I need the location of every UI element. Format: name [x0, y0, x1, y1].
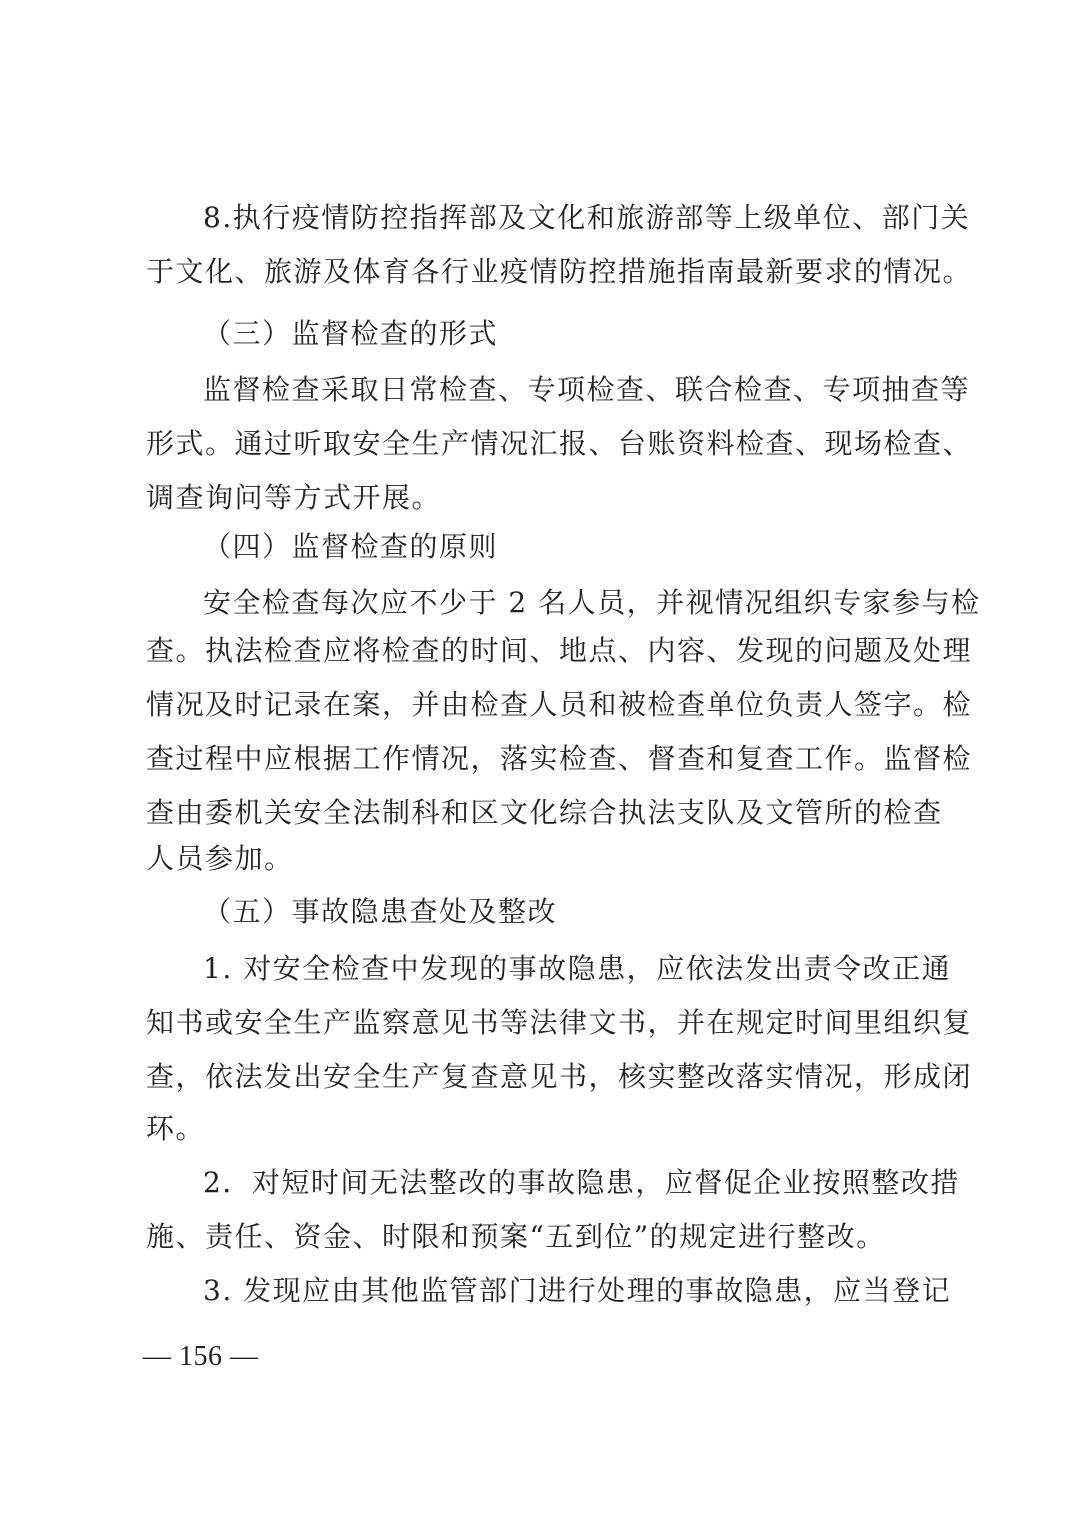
paragraph-line: 查过程中应根据工作情况，落实检查、督查和复查工作。监督检 [146, 742, 973, 775]
paragraph-line: 形式。通过听取安全生产情况汇报、台账资料检查、现场检查、 [146, 427, 973, 460]
paragraph-line: 于文化、旅游及体育各行业疫情防控措施指南最新要求的情况。 [146, 255, 973, 288]
paragraph-line: 人员参加。 [146, 842, 294, 875]
paragraph-line: 安全检查每次应不少于 2 名人员，并视情况组织专家参与检 [203, 586, 981, 619]
section-heading: （五）事故隐患查处及整改 [203, 895, 558, 928]
paragraph-line: 知书或安全生产监察意见书等法律文书，并在规定时间里组织复 [146, 1006, 973, 1039]
paragraph-line: 查由委机关安全法制科和区文化综合执法支队及文管所的检查 [146, 796, 943, 829]
paragraph-line: 2．对短时间无法整改的事故隐患，应督促企业按照整改措 [203, 1166, 960, 1199]
paragraph-line: 1. 对安全检查中发现的事故隐患，应依法发出责令改正通 [203, 952, 952, 985]
paragraph-line: 环。 [146, 1112, 206, 1145]
paragraph-line: 查，依法发出安全生产复查意见书，核实整改落实情况，形成闭 [146, 1060, 973, 1093]
paragraph-line: 查。执法检查应将检查的时间、地点、内容、发现的问题及处理 [146, 634, 973, 667]
paragraph-line: 8.执行疫情防控指挥部及文化和旅游部等上级单位、部门关 [203, 201, 971, 234]
paragraph-line: 情况及时记录在案，并由检查人员和被检查单位负责人签字。检 [146, 688, 973, 721]
page-number: — 156 — [143, 1341, 259, 1372]
paragraph-line: 3. 发现应由其他监管部门进行处理的事故隐患，应当登记 [203, 1274, 952, 1307]
paragraph-line: 监督检查采取日常检查、专项检查、联合检查、专项抽查等 [203, 373, 971, 406]
section-heading: （三）监督检查的形式 [203, 317, 499, 350]
section-heading: （四）监督检查的原则 [203, 530, 499, 563]
paragraph-line: 施、责任、资金、时限和预案“五到位”的规定进行整改。 [146, 1220, 886, 1253]
paragraph-line: 调查询问等方式开展。 [146, 481, 442, 514]
